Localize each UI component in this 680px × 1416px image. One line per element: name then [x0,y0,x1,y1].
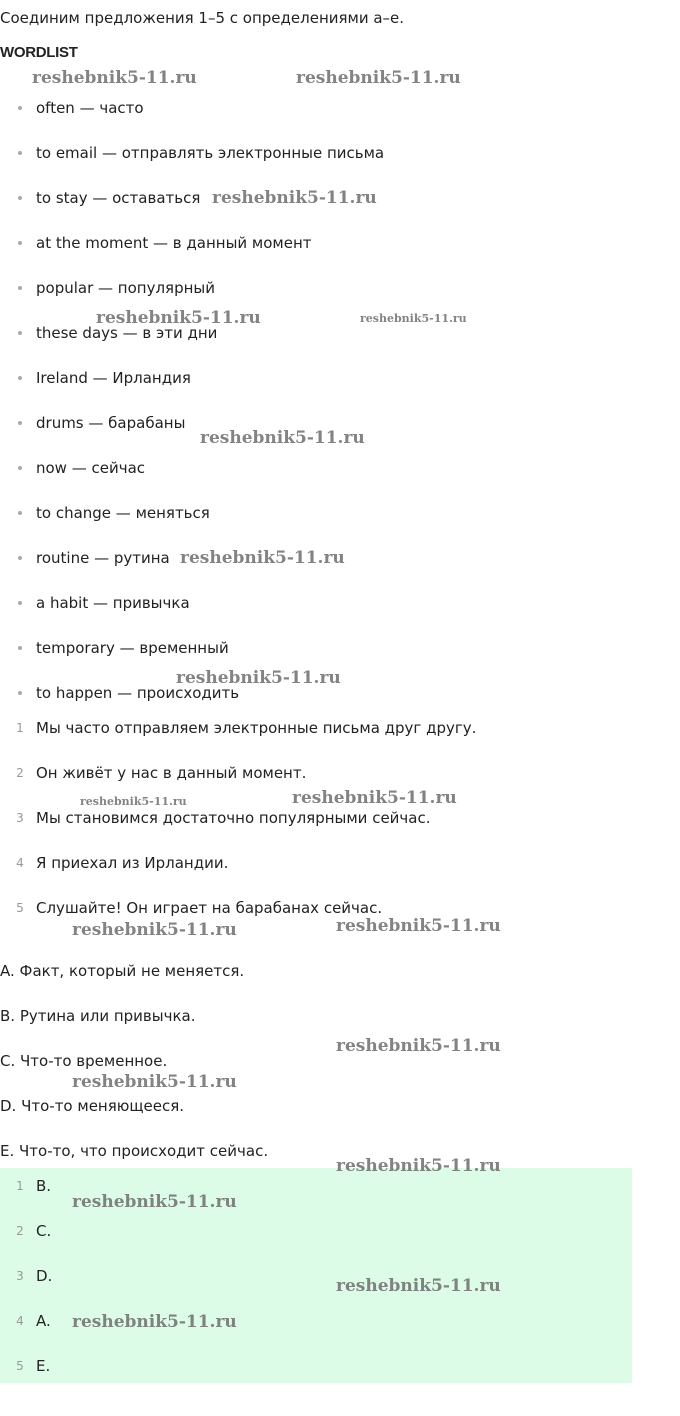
bullet-icon [18,106,22,110]
watermark: reshebnik5-11.ru [72,1312,237,1332]
answer-text: A. [36,1312,51,1330]
answer-text: B. [36,1177,52,1195]
bullet-icon [18,331,22,335]
answer-text: E. [36,1357,51,1375]
bullet-icon [18,286,22,290]
answer-block [0,1168,632,1383]
list-item-text: routine — рутина [36,549,170,567]
task-instruction: Соединим предложения 1–5 с определениями a–e. [0,9,405,27]
sentence-text: Я приехал из Ирландии. [36,854,229,872]
watermark: reshebnik5-11.ru [200,428,365,448]
list-item-text: these days — в эти дни [36,324,218,342]
bullet-icon [18,151,22,155]
list-item-text: Ireland — Ирландия [36,369,191,387]
watermark: reshebnik5-11.ru [72,1072,237,1092]
item-number: 5 [16,901,24,915]
list-item-text: to stay — оставаться [36,189,201,207]
bullet-icon [18,241,22,245]
bullet-icon [18,511,22,515]
sentence-text: Мы часто отправляем электронные письма друг другу. [36,719,477,737]
watermark: reshebnik5-11.ru [336,1276,501,1296]
bullet-icon [18,196,22,200]
watermark: reshebnik5-11.ru [32,68,197,88]
definition-e: E. Что-то, что происходит сейчас. [0,1142,269,1160]
item-number: 1 [16,721,24,735]
bullet-icon [18,646,22,650]
watermark: reshebnik5-11.ru [72,920,237,940]
list-item-text: to email — отправлять электронные письма [36,144,385,162]
watermark: reshebnik5-11.ru [296,68,461,88]
watermark: reshebnik5-11.ru [96,308,261,328]
item-number: 1 [16,1179,24,1193]
watermark: reshebnik5-11.ru [180,548,345,568]
watermark: reshebnik5-11.ru [336,916,501,936]
watermark: reshebnik5-11.ru [336,1036,501,1056]
bullet-icon [18,421,22,425]
item-number: 5 [16,1359,24,1373]
sentence-text: Слушайте! Он играет на барабанах сейчас. [36,899,383,917]
sentence-text: Он живёт у нас в данный момент. [36,764,307,782]
list-item-text: drums — барабаны [36,414,186,432]
item-number: 2 [16,766,24,780]
list-item-text: popular — популярный [36,279,215,297]
item-number: 4 [16,1314,24,1328]
list-item-text: now — сейчас [36,459,146,477]
definition-a: A. Факт, который не меняется. [0,962,245,980]
list-item-text: at the moment — в данный момент [36,234,312,252]
definition-b: B. Рутина или привычка. [0,1007,196,1025]
list-item-text: a habit — привычка [36,594,190,612]
bullet-icon [18,601,22,605]
answer-text: C. [36,1222,52,1240]
wordlist-heading: WORDLIST [0,44,78,61]
list-item-text: often — часто [36,99,144,117]
watermark: reshebnik5-11.ru [292,788,457,808]
answer-text: D. [36,1267,53,1285]
definition-d: D. Что-то меняющееся. [0,1097,185,1115]
list-item-text: to happen — происходить [36,684,240,702]
item-number: 2 [16,1224,24,1238]
item-number: 4 [16,856,24,870]
watermark: reshebnik5-11.ru [176,668,341,688]
bullet-icon [18,466,22,470]
watermark: reshebnik5-11.ru [212,188,377,208]
item-number: 3 [16,811,24,825]
sentence-text: Мы становимся достаточно популярными сейчас. [36,809,431,827]
definition-c: C. Что-то временное. [0,1052,168,1070]
bullet-icon [18,691,22,695]
watermark: reshebnik5-11.ru [336,1156,501,1176]
item-number: 3 [16,1269,24,1283]
bullet-icon [18,376,22,380]
bullet-icon [18,556,22,560]
watermark: reshebnik5-11.ru [360,312,467,325]
watermark: reshebnik5-11.ru [80,795,187,808]
list-item-text: to change — меняться [36,504,210,522]
watermark: reshebnik5-11.ru [72,1192,237,1212]
list-item-text: temporary — временный [36,639,229,657]
